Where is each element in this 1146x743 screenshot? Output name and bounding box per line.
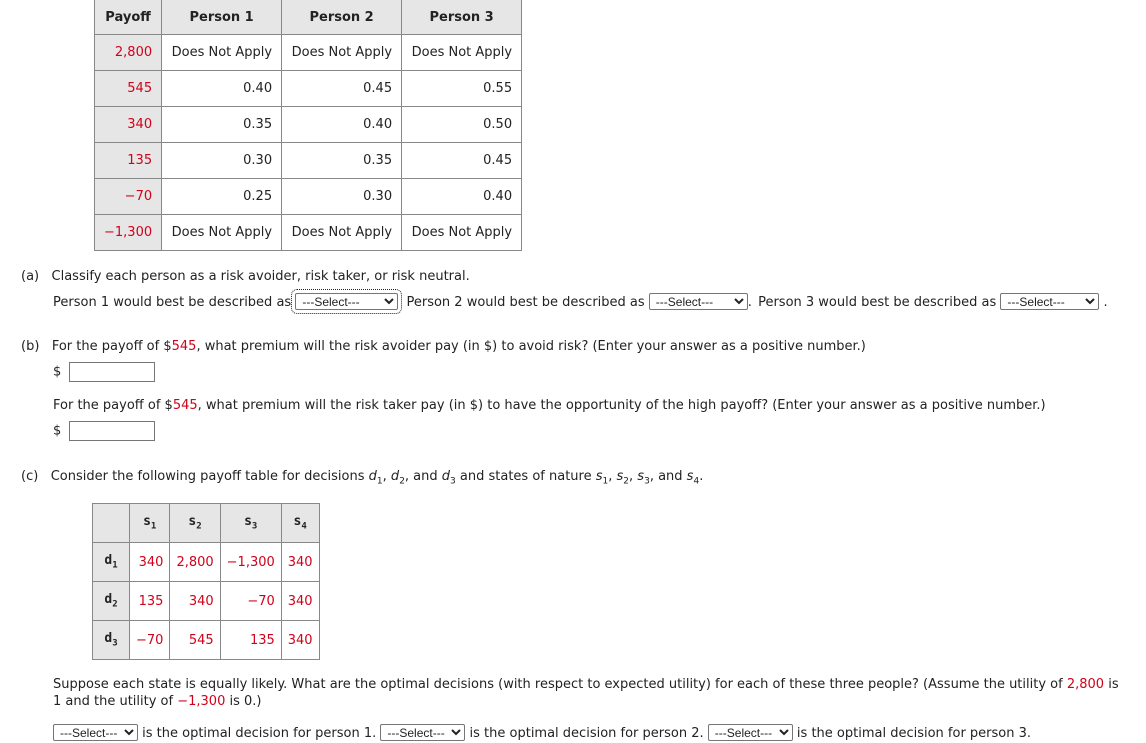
probability-cell: Does Not Apply: [282, 35, 402, 71]
payoff-cell: 135: [220, 621, 281, 660]
payoff-cell: 135: [95, 143, 162, 179]
answer-row-1: [53, 362, 155, 382]
part-c-intro: (c) Consider the following payoff table for decisions $d_1$, $d_2$, and $d_3$ and states of nature $s_1$, $s_2$, $s_3$, and $s_4$.: [21, 469, 704, 487]
part-b-question-1: (b) For the payoff of $545, what premium will the risk avoider pay (in $) to avoid risk? (Enter your answer as a positive number.): [21, 339, 866, 354]
table-row: [93, 582, 320, 621]
person-1-risk-select[interactable]: [295, 293, 398, 310]
part-c-answers: ---Select--- is the optimal decision for person 1. ---Select--- is the optimal decision for person 2. ---Select--- is the optimal decision for person 3.: [53, 724, 1031, 741]
probability-cell: Does Not Apply: [402, 35, 522, 71]
probability-cell: 0.45: [282, 71, 402, 107]
probability-cell: 0.40: [282, 107, 402, 143]
probability-cell: 0.40: [402, 179, 522, 215]
person-1-prompt: Person 1 would best be described as: [53, 295, 292, 310]
probability-cell: 0.25: [162, 179, 282, 215]
payoff-cell: −1,300: [95, 215, 162, 251]
person-2-risk-select[interactable]: [649, 293, 748, 310]
payoff-cell: −70: [220, 582, 281, 621]
probability-cell: Does Not Apply: [282, 215, 402, 251]
payoff-cell: −70: [95, 179, 162, 215]
decision-header-d1: $d_1$: [93, 543, 130, 582]
probability-cell: 0.30: [162, 143, 282, 179]
payoff-cell: −70: [130, 621, 170, 660]
payoff-cell: 340: [130, 543, 170, 582]
state-header-s1: $s_1$: [130, 504, 170, 543]
part-a-answers: Person 1 would best be described as ---Select--- Person 2 would best be described as ---Select--- . Person 3 would best be described as ---Select--- .: [53, 293, 1108, 310]
header-person-1: Person 1: [162, 0, 282, 35]
probability-cell: Does Not Apply: [402, 215, 522, 251]
person-3-prompt: Person 3 would best be described as: [758, 295, 997, 310]
person-2-decision-select[interactable]: [380, 724, 465, 741]
probability-cell: 0.40: [162, 71, 282, 107]
part-c-suppose: Suppose each state is equally likely. What are the optimal decisions (with respect to expected utility) for each of these three people? (Assume the utility of 2,800 is 1 and the utility of −1,300 is 0.): [53, 677, 1119, 709]
person-2-prompt: Person 2 would best be described as: [406, 295, 645, 310]
table-row: [95, 215, 522, 251]
payoff-cell: 2,800: [95, 35, 162, 71]
decision-payoff-table: [92, 503, 320, 660]
payoff-cell: 340: [281, 543, 319, 582]
header-person-2: Person 2: [282, 0, 402, 35]
payoff-cell: 545: [95, 71, 162, 107]
answer-row-2: [53, 421, 155, 441]
payoff-cell: −1,300: [220, 543, 281, 582]
part-a-question: (a) Classify each person as a risk avoider, risk taker, or risk neutral.: [21, 269, 470, 284]
table-row: [95, 71, 522, 107]
probability-cell: 0.50: [402, 107, 522, 143]
probability-cell: 0.55: [402, 71, 522, 107]
payoff-cell: 135: [130, 582, 170, 621]
table-row: [95, 179, 522, 215]
decision-header-d2: $d_2$: [93, 582, 130, 621]
dollar-sign: $: [53, 423, 62, 439]
payoff-cell: 340: [170, 582, 220, 621]
probability-cell: 0.45: [402, 143, 522, 179]
risk-avoider-premium-input[interactable]: [69, 362, 155, 382]
header-person-3: Person 3: [402, 0, 522, 35]
probability-cell: Does Not Apply: [162, 35, 282, 71]
payoff-probability-table: [94, 0, 522, 251]
person-1-decision-select[interactable]: [53, 724, 138, 741]
decision-header-d3: $d_3$: [93, 621, 130, 660]
probability-cell: 0.30: [282, 179, 402, 215]
table-row: [93, 621, 320, 660]
probability-cell: 0.35: [282, 143, 402, 179]
table-row: [95, 143, 522, 179]
table-row: [93, 543, 320, 582]
payoff-cell: 340: [281, 621, 319, 660]
table-corner: [93, 504, 130, 543]
state-header-s4: $s_4$: [281, 504, 319, 543]
table-row: [95, 35, 522, 71]
payoff-cell: 340: [281, 582, 319, 621]
payoff-cell: 340: [95, 107, 162, 143]
person-3-risk-select[interactable]: [1000, 293, 1099, 310]
part-b-question-2: For the payoff of $545, what premium will the risk taker pay (in $) to have the opportunity of the high payoff? (Enter your answer as a positive number.): [53, 398, 1046, 413]
probability-cell: Does Not Apply: [162, 215, 282, 251]
risk-taker-premium-input[interactable]: [69, 421, 155, 441]
payoff-cell: 2,800: [170, 543, 220, 582]
state-header-s3: $s_3$: [220, 504, 281, 543]
dollar-sign: $: [53, 364, 62, 380]
probability-cell: 0.35: [162, 107, 282, 143]
header-payoff: Payoff: [95, 0, 162, 35]
payoff-cell: 545: [170, 621, 220, 660]
person-3-decision-select[interactable]: [708, 724, 793, 741]
state-header-s2: $s_2$: [170, 504, 220, 543]
table-row: [95, 107, 522, 143]
